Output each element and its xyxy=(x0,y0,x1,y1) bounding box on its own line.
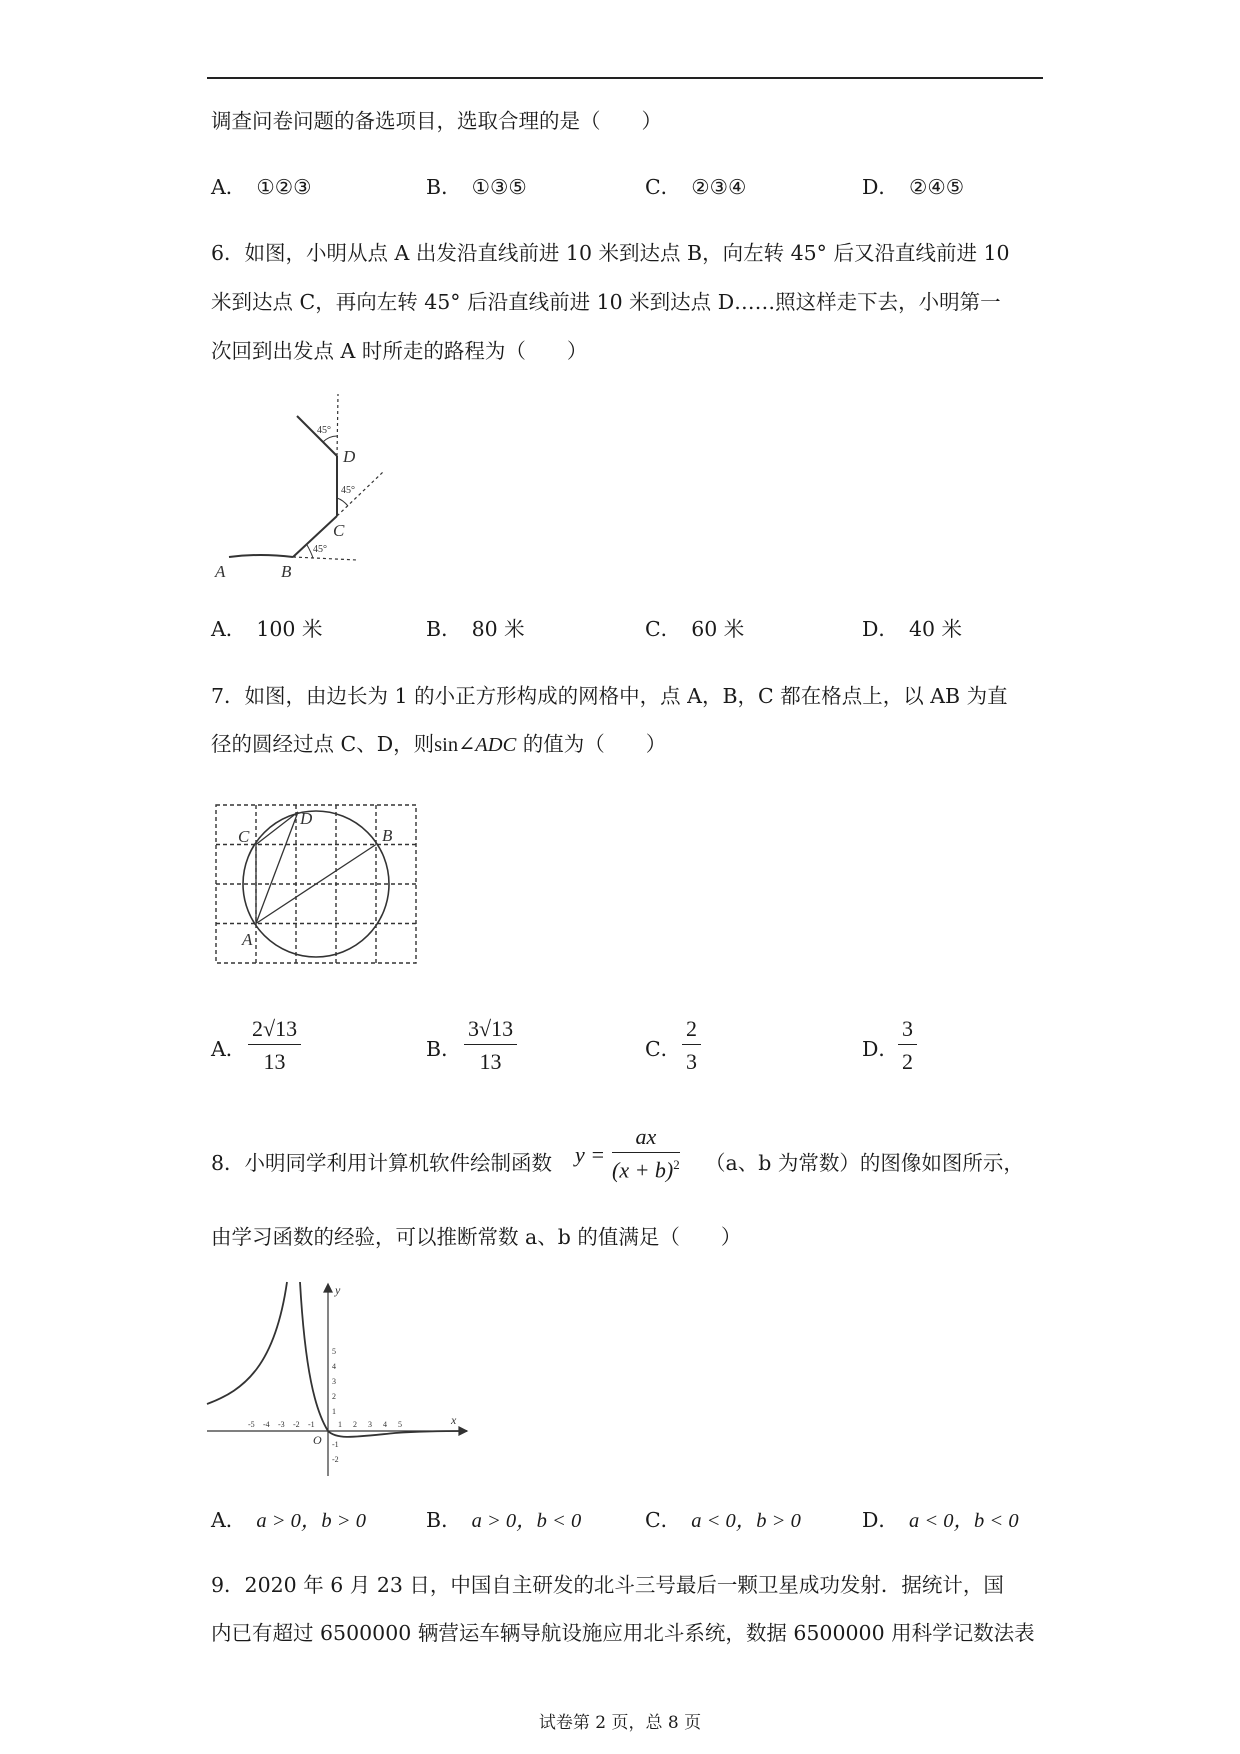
formula-denominator xyxy=(612,1153,680,1183)
q7-grid-figure xyxy=(210,800,425,970)
label-d: D xyxy=(300,809,313,828)
q6-path-figure xyxy=(205,390,405,590)
q6-option-b[interactable] xyxy=(426,616,525,642)
x-tick: 1 xyxy=(338,1420,342,1429)
angle-adc: ∠ADC xyxy=(458,734,517,756)
q8-option-b[interactable] xyxy=(426,1507,581,1534)
curve-right-branch xyxy=(300,1282,467,1437)
x-tick: 5 xyxy=(398,1420,402,1429)
option-text: a < 0，b > 0 xyxy=(691,1510,801,1532)
x-tick: -4 xyxy=(263,1420,270,1429)
x-tick: 4 xyxy=(383,1420,387,1429)
q7-option-a-label[interactable]: A． xyxy=(211,1037,247,1061)
option-text: ②④⑤ xyxy=(908,175,965,199)
q6-option-a[interactable] xyxy=(211,616,322,642)
label-c: C xyxy=(238,827,250,846)
option-label: B． xyxy=(426,617,462,641)
q7-option-c-fraction xyxy=(682,1016,701,1075)
sin-function: sin xyxy=(434,734,459,756)
q6-option-d[interactable] xyxy=(862,616,962,642)
q7-line-2 xyxy=(211,731,666,758)
q7-option-a-fraction xyxy=(248,1016,301,1075)
denominator: 13 xyxy=(263,1049,286,1074)
origin-label: O xyxy=(313,1433,322,1447)
option-label: D． xyxy=(862,1508,899,1532)
option-label: A． xyxy=(211,617,247,641)
y-tick: -1 xyxy=(332,1440,339,1449)
option-text: a > 0，b > 0 xyxy=(256,1510,366,1532)
y-tick: 2 xyxy=(332,1392,336,1401)
option-text: 60 米 xyxy=(691,617,745,641)
x-tick: -1 xyxy=(308,1420,315,1429)
q8-formula-fraction xyxy=(612,1124,680,1183)
label-d: D xyxy=(343,447,356,466)
label-b: B xyxy=(382,826,393,845)
segment-d-next xyxy=(297,416,337,456)
option-label: B． xyxy=(426,1508,462,1532)
q7-line-2-text: 径的圆经过点 C、D，则 xyxy=(211,732,435,756)
y-tick: 5 xyxy=(332,1347,336,1356)
q8-line-1-post: （a、b 为常数）的图像如图所示， xyxy=(705,1151,1024,1175)
x-tick: -2 xyxy=(293,1420,300,1429)
q5-stem: 调查问卷问题的备选项目，选取合理的是（ ） xyxy=(211,109,662,133)
q8-line-1-pre: 8．小明同学利用计算机软件绘制函数 xyxy=(211,1151,553,1175)
y-tick: 4 xyxy=(332,1362,336,1371)
option-label: A． xyxy=(211,175,247,199)
q9-line-1: 9．2020 年 6 月 23 日，中国自主研发的北斗三号最后一颗卫星成功发射．据统计，国 xyxy=(211,1573,1004,1597)
q8-option-d[interactable] xyxy=(862,1507,1019,1534)
label-a: A xyxy=(215,562,226,581)
q7-option-c-label[interactable]: C． xyxy=(645,1037,682,1061)
denominator: 3 xyxy=(686,1049,697,1074)
q5-option-d[interactable] xyxy=(862,174,964,200)
label-c: C xyxy=(333,521,345,540)
option-label: D． xyxy=(862,175,899,199)
extension-d xyxy=(337,394,338,456)
option-text: 40 米 xyxy=(908,617,963,641)
q7-option-d-label[interactable]: D． xyxy=(862,1037,899,1061)
x-axis-label: x xyxy=(451,1413,457,1427)
q7-option-d-fraction xyxy=(898,1016,917,1075)
option-label: A． xyxy=(211,1508,247,1532)
segment-ab xyxy=(229,555,293,557)
y-axis-label: y xyxy=(335,1283,341,1297)
option-label: B． xyxy=(426,175,462,199)
q7-option-b-fraction xyxy=(464,1016,517,1075)
option-label: C． xyxy=(645,175,682,199)
angle-arc-c xyxy=(337,498,348,506)
q7-option-b-label[interactable]: B． xyxy=(426,1037,462,1061)
denominator: 2 xyxy=(902,1049,913,1074)
option-text: ①③⑤ xyxy=(471,175,527,199)
angle-label-b: 45° xyxy=(313,544,327,555)
x-tick: -3 xyxy=(278,1420,285,1429)
q6-line-2: 米到达点 C，再向左转 45° 后沿直线前进 10 米到达点 D……照这样走下去，小明第一 xyxy=(211,290,1001,314)
q9-line-2: 内已有超过 6500000 辆营运车辆导航设施应用北斗系统，数据 6500000 用科学记数法表 xyxy=(211,1621,1035,1645)
q5-option-a[interactable] xyxy=(211,174,311,200)
x-tick: -5 xyxy=(248,1420,255,1429)
numerator: 2 xyxy=(682,1016,701,1045)
option-text: ①②③ xyxy=(256,175,312,199)
q6-line-3: 次回到出发点 A 时所走的路程为（ ） xyxy=(211,339,588,363)
numerator: 3 xyxy=(898,1016,917,1045)
y-tick: 1 xyxy=(332,1407,336,1416)
q8-line-2: 由学习函数的经验，可以推断常数 a、b 的值满足（ ） xyxy=(211,1225,742,1249)
q6-option-c[interactable] xyxy=(645,616,744,642)
option-text: a < 0，b < 0 xyxy=(908,1510,1019,1532)
q5-option-c[interactable] xyxy=(645,174,746,200)
angle-label-d: 45° xyxy=(317,425,331,436)
option-label: C． xyxy=(645,1508,682,1532)
q6-line-1: 6．如图，小明从点 A 出发沿直线前进 10 米到达点 B，向左转 45° 后又沿直线前进 10 xyxy=(211,241,1010,265)
q8-function-graph xyxy=(205,1280,475,1480)
numerator: 2√13 xyxy=(248,1016,301,1045)
option-text: 100 米 xyxy=(256,617,323,641)
denominator: 13 xyxy=(479,1049,502,1074)
x-tick: 2 xyxy=(353,1420,357,1429)
label-a: A xyxy=(242,930,253,949)
option-text: a > 0，b < 0 xyxy=(471,1510,582,1532)
formula-numerator: ax xyxy=(612,1124,680,1153)
y-tick: 3 xyxy=(332,1377,336,1386)
x-tick: 3 xyxy=(368,1420,372,1429)
option-label: C． xyxy=(645,617,682,641)
q8-formula-lhs: y = xyxy=(575,1142,606,1167)
option-text: 80 米 xyxy=(471,617,525,641)
y-axis-arrow xyxy=(324,1284,332,1292)
y-tick: -2 xyxy=(332,1455,339,1464)
q8-option-a[interactable] xyxy=(211,1507,366,1534)
label-b: B xyxy=(281,562,292,581)
numerator: 3√13 xyxy=(464,1016,517,1045)
header-rule xyxy=(207,77,1043,79)
formula-base: (x + b) xyxy=(612,1157,674,1183)
q7-line-1: 7．如图，由边长为 1 的小正方形构成的网格中，点 A，B，C 都在格点上，以 AB 为直 xyxy=(211,684,1008,708)
option-text: ②③④ xyxy=(691,175,747,199)
q7-line-2-end: 的值为（ ） xyxy=(516,732,667,756)
formula-exponent: 2 xyxy=(673,1157,680,1172)
page-footer: 试卷第 2 页，总 8 页 xyxy=(538,1713,702,1733)
option-label: D． xyxy=(862,617,899,641)
angle-label-c: 45° xyxy=(341,485,355,496)
extension-b xyxy=(293,557,357,560)
q8-option-c[interactable] xyxy=(645,1507,801,1534)
curve-left-branch xyxy=(207,1282,287,1404)
q5-option-b[interactable] xyxy=(426,174,527,200)
angle-arc-d xyxy=(323,436,337,442)
